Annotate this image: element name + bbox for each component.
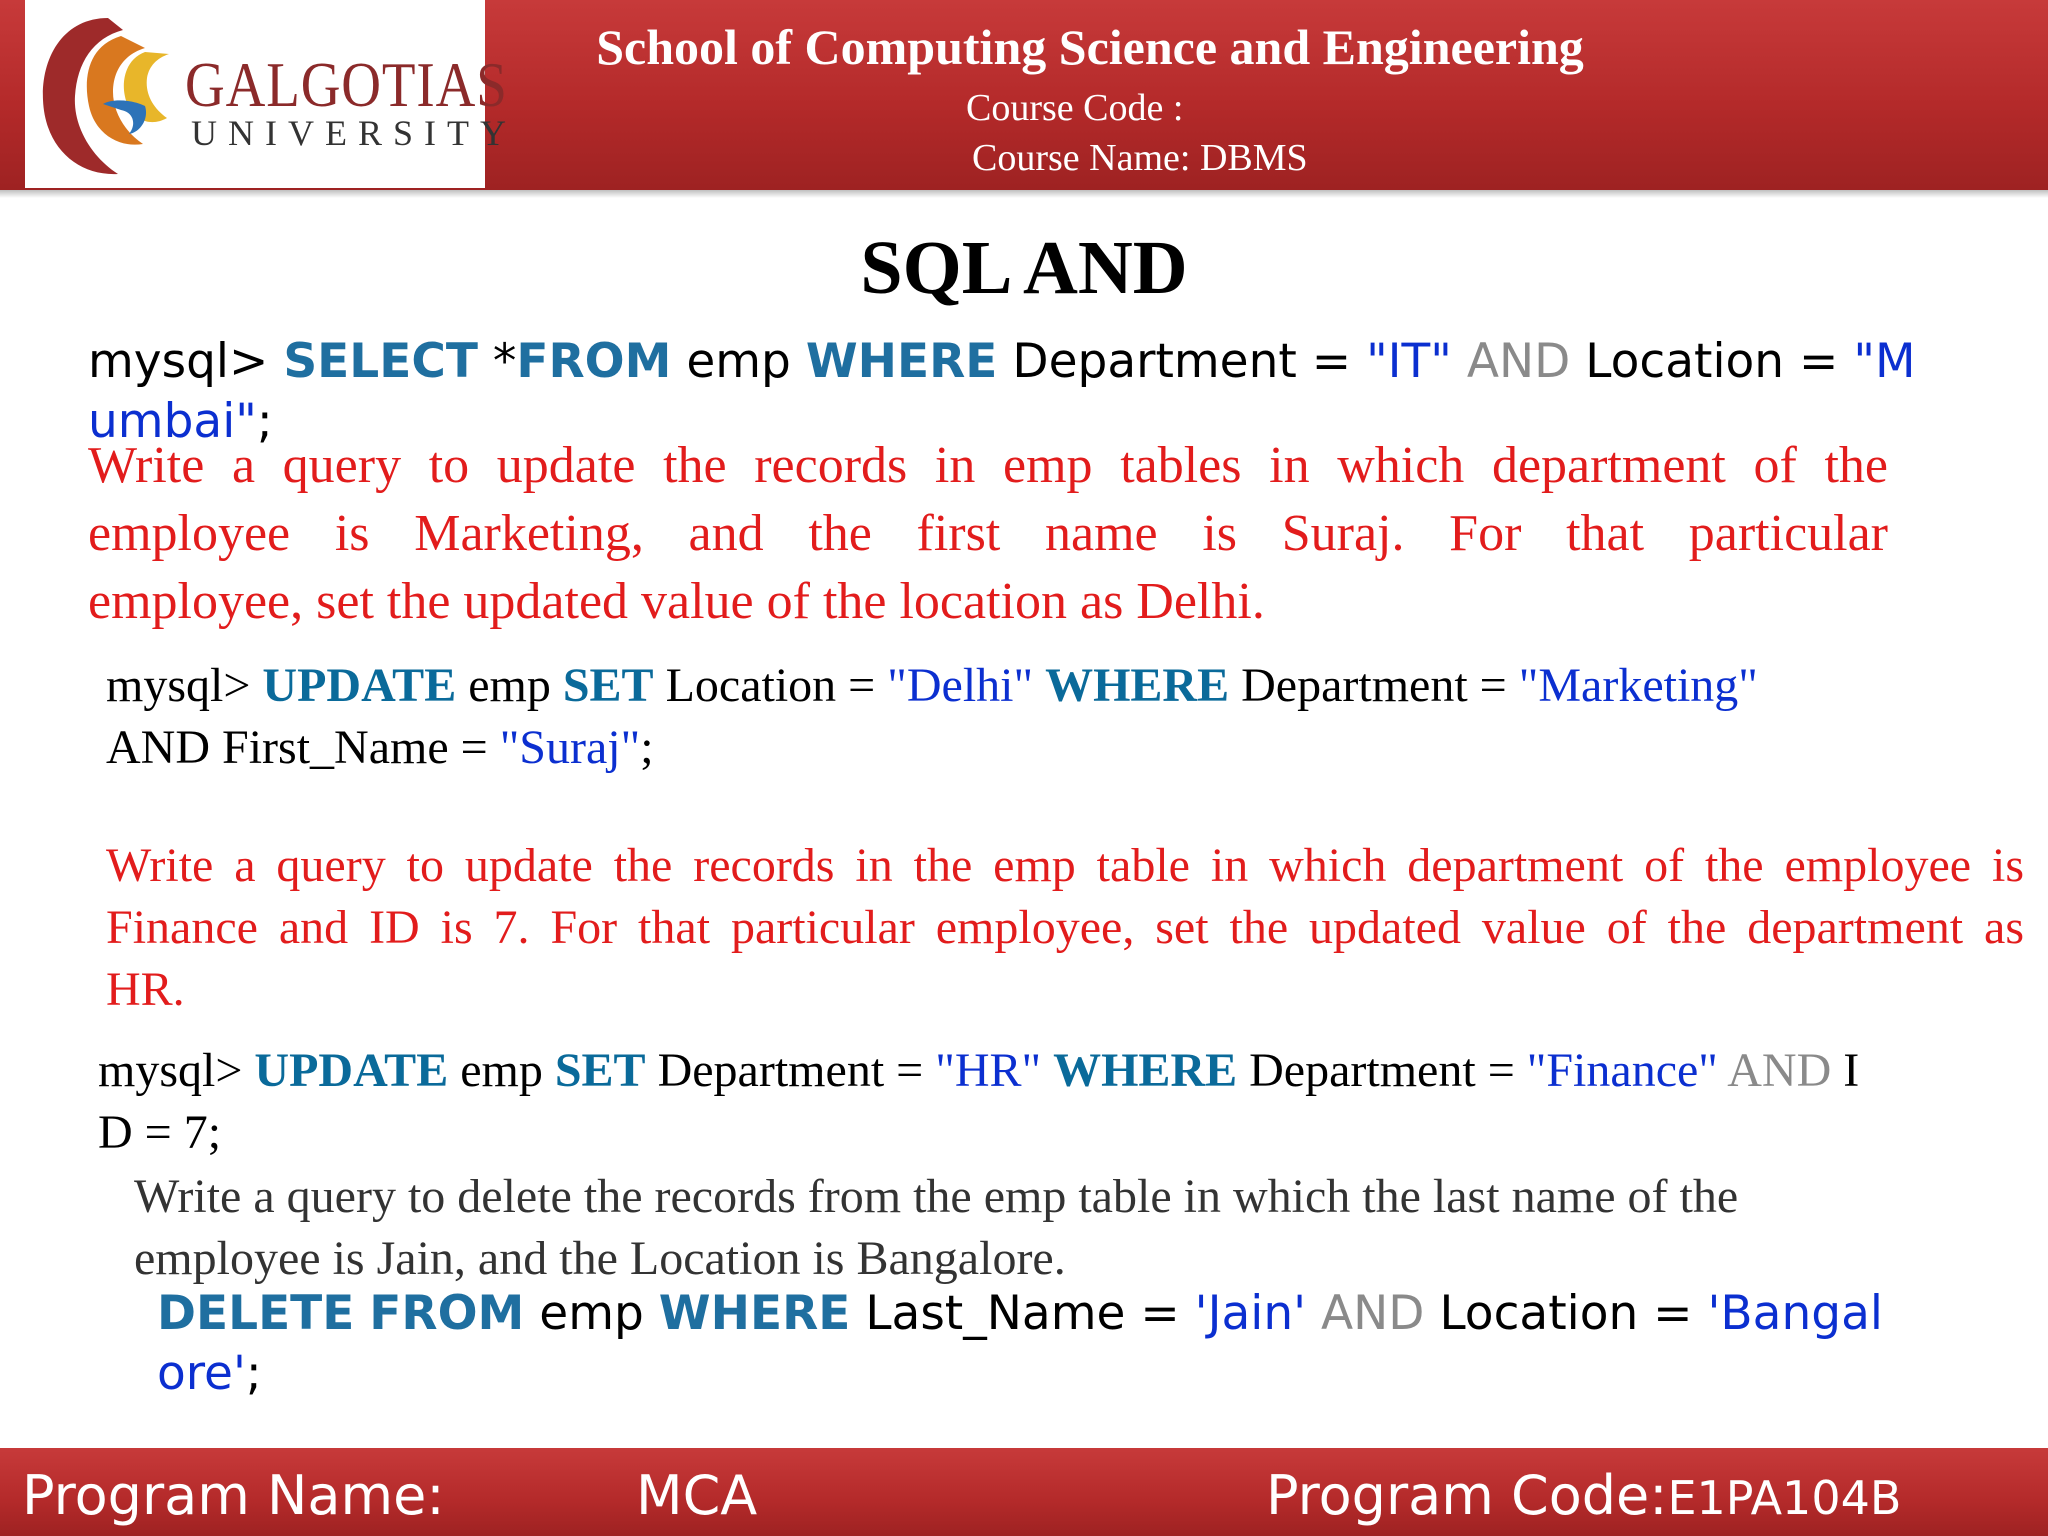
question-3 (134, 1166, 1954, 1290)
table-name: emp (468, 659, 551, 712)
column-location: Location = (665, 659, 876, 712)
delete-query-line-2 (157, 1346, 262, 1401)
keyword-from: FROM (516, 334, 672, 389)
and-first-name: AND First_Name = (106, 721, 488, 774)
string-bangalore-part2: ore' (157, 1346, 246, 1401)
keyword-and: AND (1727, 1044, 1832, 1097)
column-department-2: Department = (1249, 1044, 1515, 1097)
semicolon: ; (640, 721, 654, 774)
string-mumbai-part2: umbai" (88, 394, 257, 449)
question-2-line-1: Write a query to update the records in the emp table in which department of the employee is (106, 839, 2024, 892)
program-code-label: Program Code: (1266, 1464, 1668, 1527)
string-it: "IT" (1366, 334, 1452, 389)
keyword-update: UPDATE (254, 1044, 449, 1097)
update-query-2-line-2 (98, 1105, 221, 1160)
galgotias-logo-icon (33, 8, 183, 180)
column-department: Department = (657, 1044, 924, 1097)
question-2-line-3: HR. (106, 963, 185, 1016)
keyword-where: WHERE (1045, 659, 1230, 712)
string-suraj: "Suraj" (499, 721, 641, 774)
table-name: emp (539, 1286, 644, 1341)
column-last-name: Last_Name = (865, 1286, 1180, 1341)
keyword-delete: DELETE (157, 1286, 355, 1341)
update-query-1-line-1 (106, 658, 1758, 713)
keyword-where: WHERE (1053, 1044, 1238, 1097)
course-code: Course Code : (966, 87, 1184, 129)
program-code (1266, 1464, 1901, 1527)
delete-query-line-1 (157, 1286, 1883, 1341)
column-department: Department = (1241, 659, 1507, 712)
column-location: Location = (1439, 1286, 1693, 1341)
mysql-prompt: mysql> (98, 1044, 243, 1097)
string-bangalore-part1: 'Bangal (1707, 1286, 1883, 1341)
course-name: Course Name: DBMS (972, 137, 1308, 179)
update-query-2-line-1 (98, 1043, 1859, 1098)
string-finance: "Finance" (1526, 1044, 1718, 1097)
keyword-from: FROM (369, 1286, 525, 1341)
semicolon: ; (256, 394, 273, 449)
column-location: Location = (1585, 334, 1839, 389)
keyword-select: SELECT (283, 334, 478, 389)
program-code-value: E1PA104B (1667, 1471, 1902, 1525)
semicolon: ; (245, 1346, 262, 1401)
string-delhi: "Delhi" (887, 659, 1034, 712)
logo-name: GALGOTIAS (185, 49, 508, 120)
question-1-line-2: employee is Marketing, and the first name is Suraj. For that particular (88, 505, 1888, 562)
string-jain: 'Jain' (1194, 1286, 1307, 1341)
star: * (492, 334, 517, 389)
question-3-line-2: employee is Jain, and the Location is Bangalore. (134, 1232, 1066, 1285)
question-2-line-2: Finance and ID is 7. For that particular employee, set the updated value of the department as (106, 901, 2024, 954)
keyword-and: AND (1320, 1286, 1425, 1341)
slide-title: SQL AND (860, 226, 1188, 310)
keyword-set: SET (554, 1044, 646, 1097)
column-department: Department = (1012, 334, 1352, 389)
question-1-line-3: employee, set the updated value of the location as Delhi. (88, 573, 1265, 630)
program-name-value: MCA (636, 1464, 758, 1527)
string-marketing: "Marketing" (1518, 659, 1758, 712)
header-shadow (0, 190, 2048, 198)
keyword-where: WHERE (658, 1286, 851, 1341)
university-logo (25, 0, 517, 188)
question-3-line-1: Write a query to delete the records from the emp table in which the last name of the (134, 1170, 1739, 1223)
program-name-label: Program Name: (22, 1464, 445, 1527)
logo-subtitle: UNIVERSITY (191, 113, 517, 153)
keyword-and: AND (1466, 334, 1571, 389)
question-1 (88, 432, 1888, 636)
mysql-prompt: mysql> (106, 659, 251, 712)
mysql-prompt: mysql> (88, 334, 269, 389)
table-name: emp (460, 1044, 543, 1097)
question-2 (106, 835, 2024, 1021)
keyword-update: UPDATE (262, 659, 457, 712)
question-1-line-1: Write a query to update the records in emp tables in which department of the (88, 437, 1888, 494)
update-query-1-line-2 (106, 720, 654, 775)
column-id-part1: I (1843, 1044, 1860, 1097)
table-name: emp (686, 334, 791, 389)
string-hr: "HR" (935, 1044, 1042, 1097)
string-mumbai-part1: "M (1853, 334, 1916, 389)
select-query-line-1 (88, 334, 1916, 389)
keyword-set: SET (562, 659, 654, 712)
keyword-where: WHERE (805, 334, 998, 389)
school-title: School of Computing Science and Engineering (596, 19, 1584, 75)
column-id-part2: D = 7; (98, 1106, 222, 1159)
